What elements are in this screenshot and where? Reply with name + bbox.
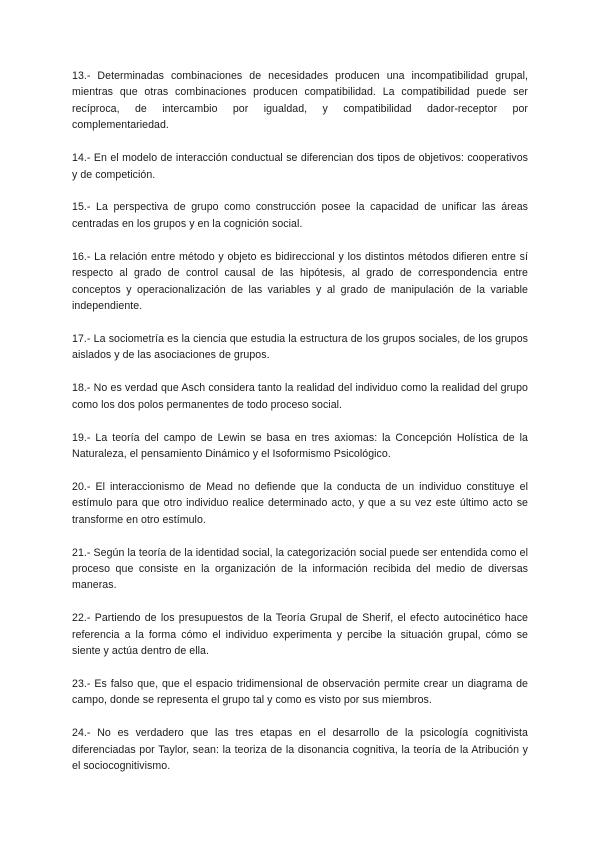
statement-13: 13.- Determinadas combinaciones de necesidades producen una incompatibilidad grupal, mientras que otras combinaciones producen compatibilidad. La compatibilidad puede ser recíproca, de intercambio por igualdad, y compatibilidad dador-receptor por complementariedad. (72, 70, 528, 132)
statement-17: 17.- La sociometría es la ciencia que estudia la estructura de los grupos sociales, de los grupos aislados y de las asociaciones de grupos. (72, 332, 528, 362)
statement-16: 16.- La relación entre método y objeto es bidireccional y los distintos métodos difieren entre sí respecto al grado de control causal de las hipótesis, al grado de correspondencia entre conceptos y operacionalización de las variables y al grado de manipulación de la variable independiente. (72, 250, 528, 312)
statement-20: 20.- El interaccionismo de Mead no defiende que la conducta de un individuo constituye el estímulo para que otro individuo realice determinado acto, y que a su vez este último acto se transforme en otro estímulo. (72, 480, 528, 526)
statement-19: 19.- La teoría del campo de Lewin se basa en tres axiomas: la Concepción Holística de la Naturaleza, el pensamiento Dinámico y el Isoformismo Psicológico. (72, 431, 528, 460)
statement-21: 21.- Según la teoría de la identidad social, la categorización social puede ser entendida como el proceso que consiste en la organización de la información recibida del medio de diversas maneras. (72, 546, 528, 592)
statement-22: 22.- Partiendo de los presupuestos de la Teoría Grupal de Sherif, el efecto autocinético hace referencia a la forma cómo el individuo experimenta y percibe la situación grupal, cómo se siente y actúa dentro de ella. (72, 612, 528, 658)
document-page (72, 68, 528, 775)
statement-18: 18.- No es verdad que Asch considera tanto la realidad del individuo como la realidad del grupo como los dos polos permanentes de todo proceso social. (72, 382, 528, 411)
statement-14: 14.- En el modelo de interacción conductual se diferencian dos tipos de objetivos: cooperativos y de competición. (72, 152, 528, 181)
statement-24: 24.- No es verdadero que las tres etapas en el desarrollo de la psicología cognitivista diferenciadas por Taylor, sean: la teoriza de la disonancia cognitiva, la teoría de la Atribución y el sociocognitivismo. (72, 727, 528, 773)
statement-23: 23.- Es falso que, que el espacio tridimensional de observación permite crear un diagrama de campo, donde se representa el grupo tal y como es visto por sus miembros. (72, 677, 528, 707)
statement-15: 15.- La perspectiva de grupo como construcción posee la capacidad de unificar las áreas centradas en los grupos y en la cognición social. (72, 201, 528, 230)
